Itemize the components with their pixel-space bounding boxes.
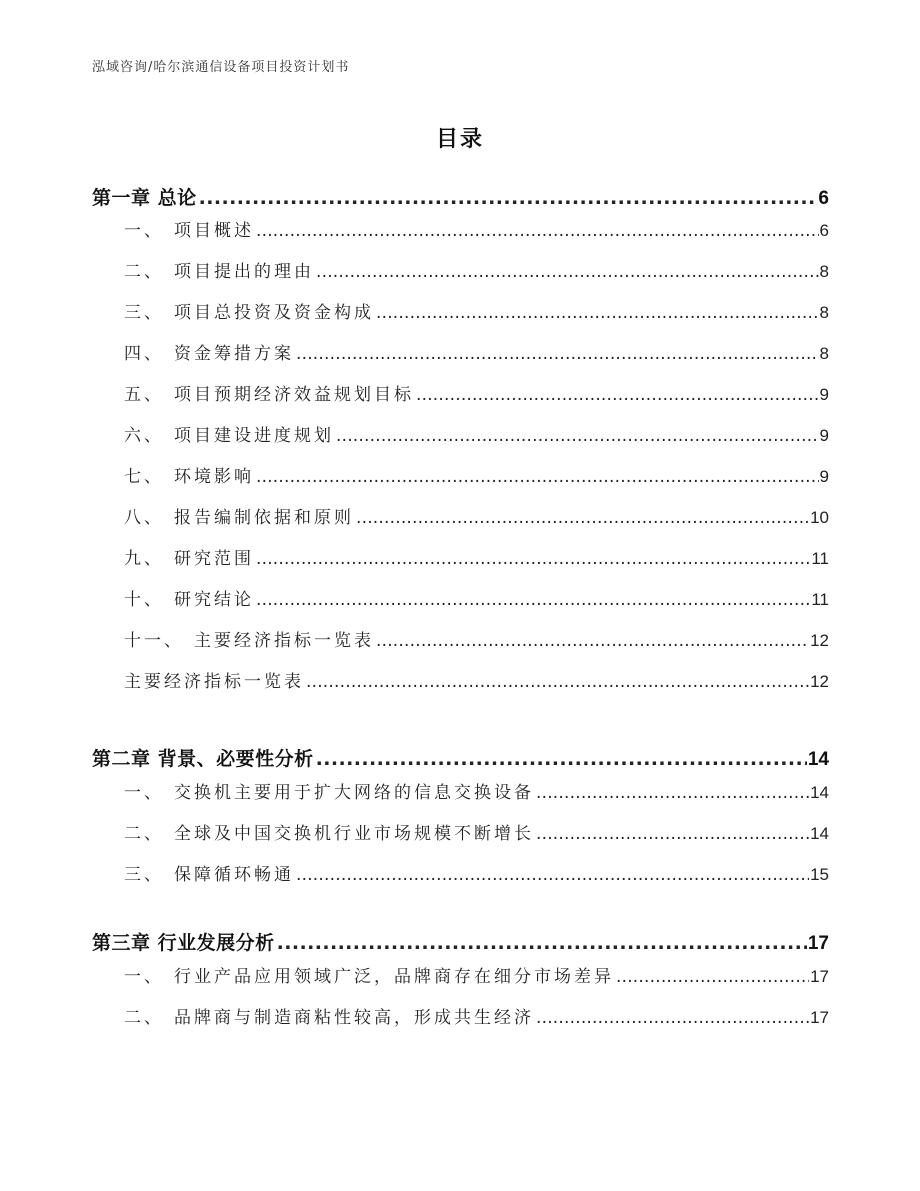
- toc-entry-text: 资金筹措方案: [174, 344, 294, 364]
- toc-page-number: 10: [810, 508, 829, 527]
- toc-page-number: 6: [819, 221, 829, 240]
- toc-entry-label: [124, 219, 256, 243]
- toc-entry-number: 二、: [124, 824, 164, 844]
- toc-page-number: 14: [807, 749, 829, 770]
- toc-entry-text: 报告编制依据和原则: [174, 508, 354, 528]
- dot-leader: [296, 342, 819, 366]
- toc-entry-number: 五、: [124, 385, 164, 405]
- toc-entry-text: 环境影响: [174, 467, 254, 487]
- toc-entry-number: 三、: [124, 865, 164, 885]
- dot-leader: [277, 929, 807, 957]
- toc-entry-label: [124, 629, 376, 653]
- toc-entry-text: 交换机主要用于扩大网络的信息交换设备: [174, 783, 534, 803]
- toc-entry-text: 主要经济指标一览表: [194, 631, 374, 651]
- toc-section-link[interactable]: [124, 547, 829, 571]
- toc-entry-label: [124, 670, 306, 694]
- toc-entry-label: [92, 929, 277, 957]
- toc-page-number: 8: [819, 303, 829, 322]
- toc-section-link[interactable]: [124, 383, 829, 407]
- running-header: 泓域咨询/哈尔滨通信设备项目投资计划书: [92, 60, 350, 75]
- toc-section-link[interactable]: [124, 506, 829, 530]
- toc-entry-number: 十、: [124, 590, 164, 610]
- toc-chapter-link[interactable]: [92, 929, 829, 957]
- toc-section-link[interactable]: [124, 424, 829, 448]
- toc-entry-text: 项目概述: [174, 221, 254, 241]
- toc-entry-number: 一、: [124, 783, 164, 803]
- dot-leader: [316, 745, 807, 773]
- toc-entry-text: 行业产品应用领域广泛，品牌商存在细分市场差异: [174, 967, 614, 987]
- toc-section-link[interactable]: [124, 781, 829, 805]
- toc-entry-label: [92, 184, 199, 212]
- toc-entry-text: 第二章 背景、必要性分析: [92, 748, 314, 770]
- toc-entry-number: 一、: [124, 967, 164, 987]
- dot-leader: [199, 184, 818, 212]
- toc-entry-text: 研究范围: [174, 549, 254, 569]
- toc-entry-text: 保障循环畅通: [174, 865, 294, 885]
- toc-section-link[interactable]: [124, 301, 829, 325]
- toc-section-link[interactable]: [124, 822, 829, 846]
- toc-entry-label: [124, 588, 256, 612]
- dot-leader: [256, 219, 819, 243]
- toc-page-number: 9: [819, 426, 829, 445]
- toc-section-link[interactable]: [124, 465, 829, 489]
- toc-page-number: 17: [810, 967, 829, 986]
- toc-section-link[interactable]: [124, 670, 829, 694]
- toc-entry-label: [124, 383, 416, 407]
- dot-leader: [616, 965, 809, 989]
- toc-page-number: 9: [819, 385, 829, 404]
- dot-leader: [536, 1006, 809, 1030]
- dot-leader: [256, 465, 819, 489]
- dot-leader: [256, 588, 810, 612]
- toc-entry-text: 全球及中国交换机行业市场规模不断增长: [174, 824, 534, 844]
- toc-entry-number: 十一、: [124, 631, 184, 651]
- toc-entry-label: [92, 745, 316, 773]
- toc-entry-label: [124, 547, 256, 571]
- toc-entry-text: 品牌商与制造商粘性较高，形成共生经济: [174, 1008, 534, 1028]
- toc-entry-number: 二、: [124, 1008, 164, 1028]
- toc-entry-label: [124, 1006, 536, 1030]
- toc-entry-number: 一、: [124, 221, 164, 241]
- toc-entry-text: 研究结论: [174, 590, 254, 610]
- toc-page-number: 12: [810, 631, 829, 650]
- toc-entry-text: 主要经济指标一览表: [124, 672, 304, 692]
- toc-chapter-link[interactable]: [92, 184, 829, 212]
- toc-section-link[interactable]: [124, 219, 829, 243]
- toc-chapter-link[interactable]: [92, 745, 829, 773]
- toc-entry-label: [124, 863, 296, 887]
- toc-page-number: 9: [819, 467, 829, 486]
- toc-page-number: 15: [810, 865, 829, 884]
- toc-section-link[interactable]: [124, 965, 829, 989]
- dot-leader: [296, 863, 809, 887]
- toc-section-link[interactable]: [124, 260, 829, 284]
- toc-entry-text: 项目建设进度规划: [174, 426, 334, 446]
- toc-entry-number: 九、: [124, 549, 164, 569]
- dot-leader: [376, 301, 819, 325]
- dot-leader: [536, 822, 809, 846]
- dot-leader: [376, 629, 809, 653]
- toc-entry-label: [124, 506, 356, 530]
- toc-entry-number: 八、: [124, 508, 164, 528]
- toc-page-number: 14: [810, 824, 829, 843]
- toc-page-number: 8: [819, 262, 829, 281]
- toc-page-number: 14: [810, 783, 829, 802]
- toc-entry-number: 七、: [124, 467, 164, 487]
- dot-leader: [536, 781, 809, 805]
- toc-entry-text: 项目预期经济效益规划目标: [174, 385, 414, 405]
- toc-entry-text: 项目提出的理由: [174, 262, 314, 282]
- dot-leader: [356, 506, 809, 530]
- toc-entry-label: [124, 301, 376, 325]
- toc-entry-label: [124, 822, 536, 846]
- toc-page-number: 17: [810, 1008, 829, 1027]
- toc-entry-label: [124, 781, 536, 805]
- toc-page-number: 12: [810, 672, 829, 691]
- toc-section-link[interactable]: [124, 1006, 829, 1030]
- toc-page-number: 11: [811, 590, 829, 609]
- toc-page-number: 8: [819, 344, 829, 363]
- toc-entry-label: [124, 342, 296, 366]
- toc-page-number: 6: [818, 188, 829, 209]
- dot-leader: [336, 424, 819, 448]
- toc-entry-number: 六、: [124, 426, 164, 446]
- toc-entry-number: 四、: [124, 344, 164, 364]
- toc-entry-text: 第三章 行业发展分析: [92, 932, 275, 954]
- dot-leader: [306, 670, 809, 694]
- toc-entry-label: [124, 965, 616, 989]
- toc-section-link[interactable]: [124, 588, 829, 612]
- toc-entry-label: [124, 424, 336, 448]
- toc-section-link[interactable]: [124, 629, 829, 653]
- toc-page-number: 17: [807, 933, 829, 954]
- toc-entry-text: 第一章 总论: [92, 187, 197, 209]
- toc-entry-text: 项目总投资及资金构成: [174, 303, 374, 323]
- toc-title: 目录: [435, 127, 484, 152]
- toc-section-link[interactable]: [124, 863, 829, 887]
- toc-entry-label: [124, 260, 316, 284]
- toc-entry-label: [124, 465, 256, 489]
- toc-section-link[interactable]: [124, 342, 829, 366]
- toc-entry-number: 二、: [124, 262, 164, 282]
- toc-entry-number: 三、: [124, 303, 164, 323]
- toc-page-number: 11: [811, 549, 829, 568]
- dot-leader: [416, 383, 819, 407]
- dot-leader: [256, 547, 810, 571]
- dot-leader: [316, 260, 819, 284]
